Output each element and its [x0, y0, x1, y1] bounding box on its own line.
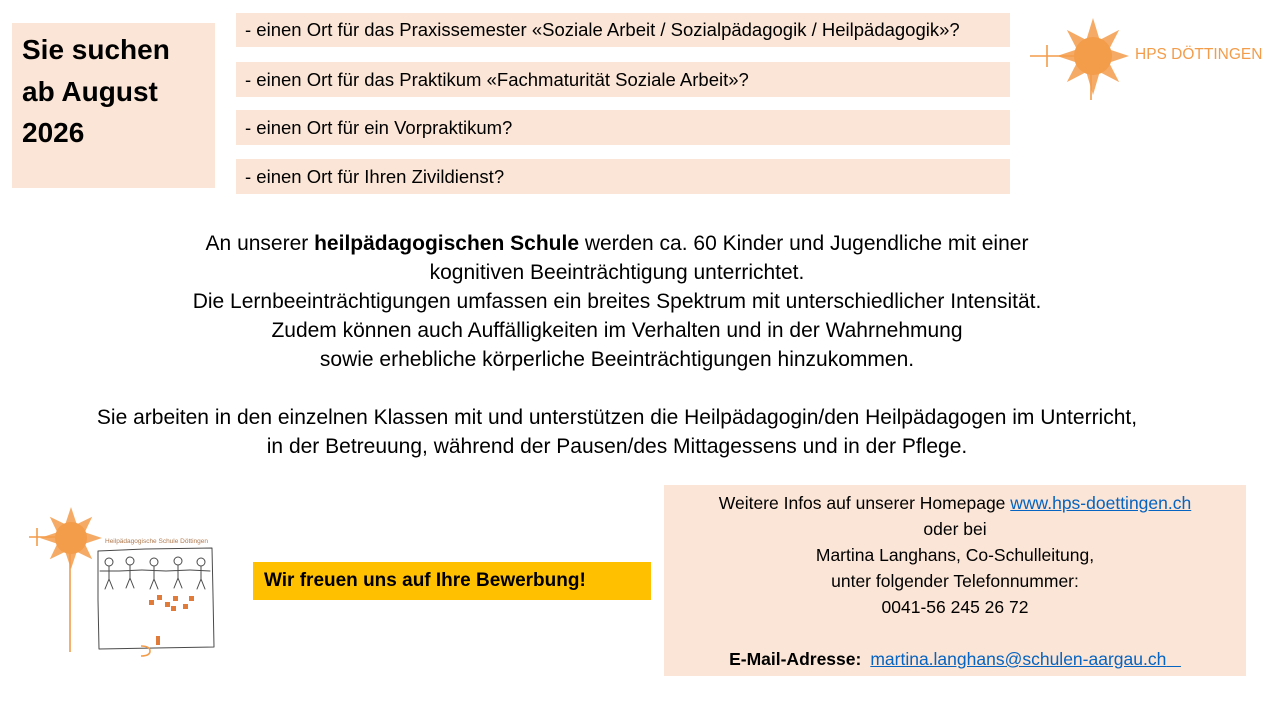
call-to-action-box: [253, 562, 651, 600]
figure-head: [105, 558, 113, 566]
description-text: werden ca. 60 Kinder und Jugendliche mit einer: [579, 232, 1029, 255]
description-line: [40, 229, 1194, 258]
contact-person: Martina Langhans, Co-Schulleitung,: [815, 545, 1095, 565]
contact-phone-label: unter folgender Telefonnummer:: [831, 571, 1079, 591]
question-box: [236, 62, 1010, 97]
stick-figure: [100, 558, 119, 589]
headline-line: ab August: [22, 75, 158, 107]
description-line: sowie erhebliche körperliche Beeinträchtigungen hinzukommen.: [319, 348, 915, 371]
description-paragraph: [40, 403, 1194, 461]
description: [40, 229, 1194, 461]
question-text: - einen Ort für Ihren Zivildienst?: [245, 166, 505, 187]
question-box: [236, 13, 1010, 47]
orange-curl: [141, 646, 150, 656]
orange-tile: [183, 604, 188, 609]
question-text: - einen Ort für das Praktikum «Fachmaturität Soziale Arbeit»?: [245, 69, 749, 90]
question-box: [236, 159, 1010, 194]
email-label: E-Mail-Adresse:: [729, 649, 862, 669]
sun-disc: [1074, 37, 1112, 75]
orange-tile: [165, 602, 170, 607]
figure-body: [166, 565, 190, 588]
description-bold-text: heilpädagogischen Schule: [314, 232, 579, 255]
orange-tile: [189, 596, 194, 601]
figure-body: [190, 566, 210, 589]
sun-disc: [55, 522, 87, 554]
figure-head: [174, 557, 182, 565]
contact-phone: 0041-56 245 26 72: [881, 597, 1029, 617]
description-line: kognitiven Beeinträchtigung unterrichtet.: [429, 261, 805, 284]
contact-homepage-prefix: Weitere Infos auf unserer Homepage: [718, 493, 1011, 513]
orange-tile: [157, 595, 162, 600]
orange-mark: [156, 636, 160, 645]
contact-email-line: [664, 646, 1246, 672]
description-line: Die Lernbeeinträchtigungen umfassen ein breites Spektrum mit unterschiedlicher Intensität.: [192, 290, 1042, 313]
description-line: Sie arbeiten in den einzelnen Klassen mit und unterstützen die Heilpädagogin/den Heilpädagogen im Unterricht,: [96, 406, 1138, 429]
description-line: Zudem können auch Auffälligkeiten im Verhalten und in der Wahrnehmung: [271, 319, 963, 342]
email-link[interactable]: martina.langhans@schulen-aargau.ch: [870, 649, 1167, 669]
stick-figure: [166, 557, 190, 588]
contact-homepage-line: [664, 490, 1246, 516]
spacer: [664, 620, 1246, 646]
figure-head: [150, 558, 158, 566]
stick-figure: [142, 558, 166, 589]
headline-box: [12, 23, 215, 188]
headline-line: Sie suchen: [22, 34, 170, 65]
contact-box: [664, 485, 1246, 676]
description-paragraph: [40, 229, 1194, 374]
question-text: - einen Ort für ein Vorpraktikum?: [245, 117, 513, 138]
call-to-action-text: Wir freuen uns auf Ihre Bewerbung!: [264, 570, 586, 591]
school-drawing-logo-icon: [25, 500, 225, 665]
homepage-link[interactable]: www.hps-doettingen.ch: [1010, 493, 1192, 513]
stick-figure: [119, 557, 142, 588]
figure-head: [197, 558, 205, 566]
logo-wordmark: HPS DÖTTINGEN: [1135, 46, 1263, 63]
figure-body: [119, 565, 142, 588]
description-text: An unserer: [205, 232, 315, 255]
logo-caption: Heilpädagogische Schule Döttingen: [105, 538, 208, 545]
orange-tile: [171, 606, 176, 611]
question-box: [236, 110, 1010, 145]
orange-tile: [149, 600, 154, 605]
figure-body: [100, 566, 119, 589]
figure-head: [126, 557, 134, 565]
question-text: - einen Ort für das Praxissemester «Soziale Arbeit / Sozialpädagogik / Heilpädagogik»?: [245, 19, 960, 40]
description-line: in der Betreuung, während der Pausen/des Mittagessens und in der Pflege.: [266, 435, 968, 458]
stick-figure: [190, 558, 210, 589]
orange-tile: [173, 596, 178, 601]
sun-logo-icon: [1025, 12, 1135, 104]
figure-body: [142, 566, 166, 589]
contact-line: oder bei: [923, 519, 987, 539]
headline-line: 2026: [22, 117, 85, 148]
